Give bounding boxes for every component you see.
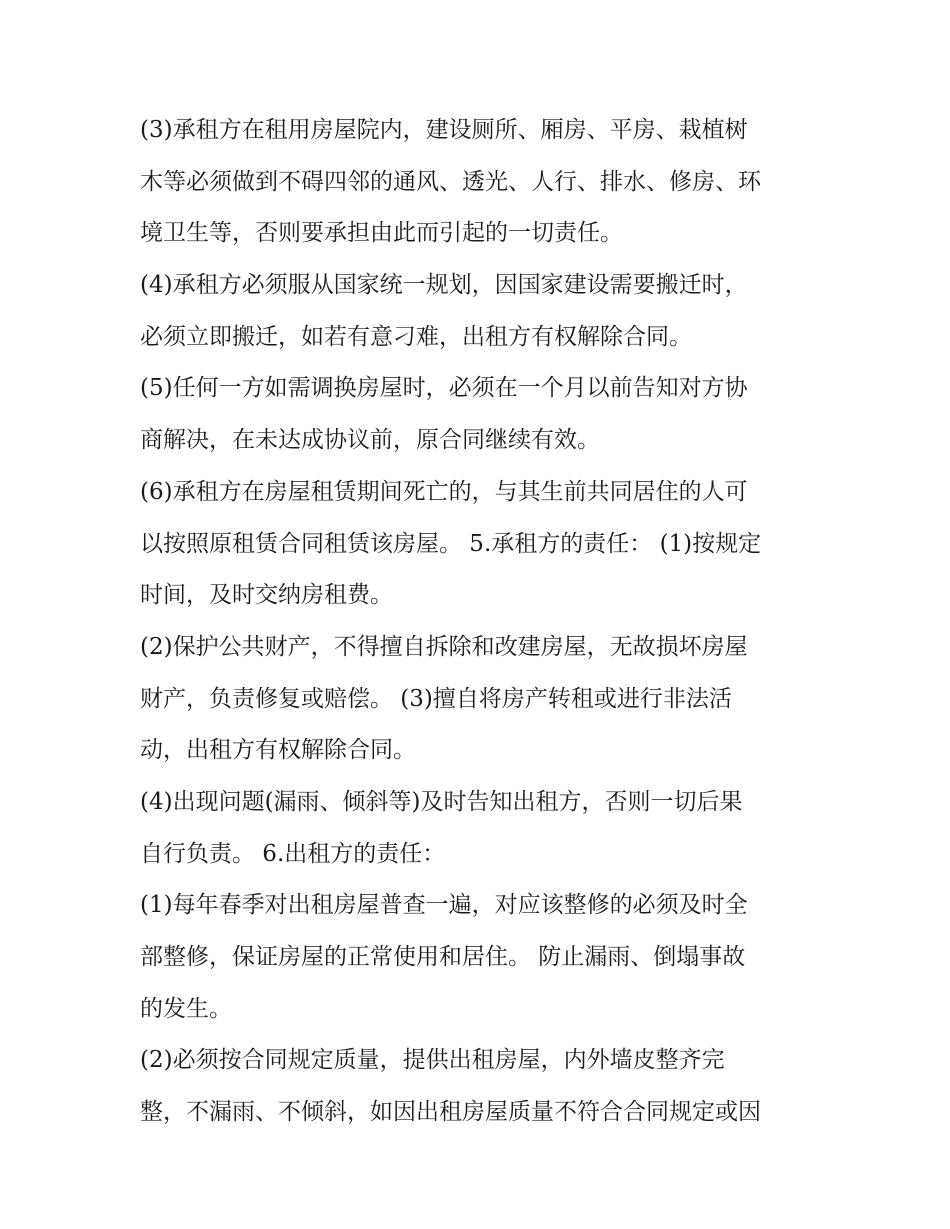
text-line: 境卫生等，否则要承担由此而引起的一切责任。	[140, 220, 623, 247]
text-line: (4)出现问题(漏雨、倾斜等)及时告知出租方，否则一切后果	[140, 788, 743, 815]
text-line: 动，出租方有权解除合同。	[140, 737, 416, 764]
text-line: (2)必须按合同规定质量，提供出租房屋，内外墙皮整齐完	[140, 1047, 725, 1074]
text-line: 部整修，保证房屋的正常使用和居住。 防止漏雨、倒塌事故	[140, 944, 746, 970]
text-line: 以按照原租赁合同租赁该房屋。 5.承租方的责任： (1)按规定	[140, 530, 762, 557]
text-line: 财产，负责修复或赔偿。 (3)擅自将房产转租或进行非法活	[140, 685, 732, 712]
text-line: 整，不漏雨、不倾斜，如因出租房屋质量不符合合同规定或因	[140, 1099, 761, 1126]
text-line: 时间，及时交纳房租费。	[140, 582, 393, 609]
document-body	[140, 105, 820, 1139]
text-line: (2)保护公共财产，不得擅自拆除和改建房屋，无故损坏房屋	[140, 633, 748, 660]
text-line: (5)任何一方如需调换房屋时，必须在一个月以前告知对方协	[140, 375, 748, 402]
text-line: (1)每年春季对出租房屋普查一遍，对应该整修的必须及时全	[140, 892, 748, 919]
text-line: 的发生。	[140, 995, 232, 1022]
text-line: 木等必须做到不碍四邻的通风、透光、人行、排水、修房、环	[140, 168, 761, 195]
text-line: (6)承租方在房屋租赁期间死亡的，与其生前共同居住的人可	[140, 478, 748, 505]
text-line: (4)承租方必须服从国家统一规划，因国家建设需要搬迁时，	[140, 272, 748, 299]
text-line: 商解决，在未达成协议前，原合同继续有效。	[140, 427, 600, 454]
text-line: 自行负责。 6.出租方的责任：	[140, 840, 446, 867]
text-line: (3)承租方在租用房屋院内，建设厕所、厢房、平房、栽植树	[140, 117, 748, 143]
text-line: 必须立即搬迁，如若有意刁难，出租方有权解除合同。	[140, 323, 692, 350]
